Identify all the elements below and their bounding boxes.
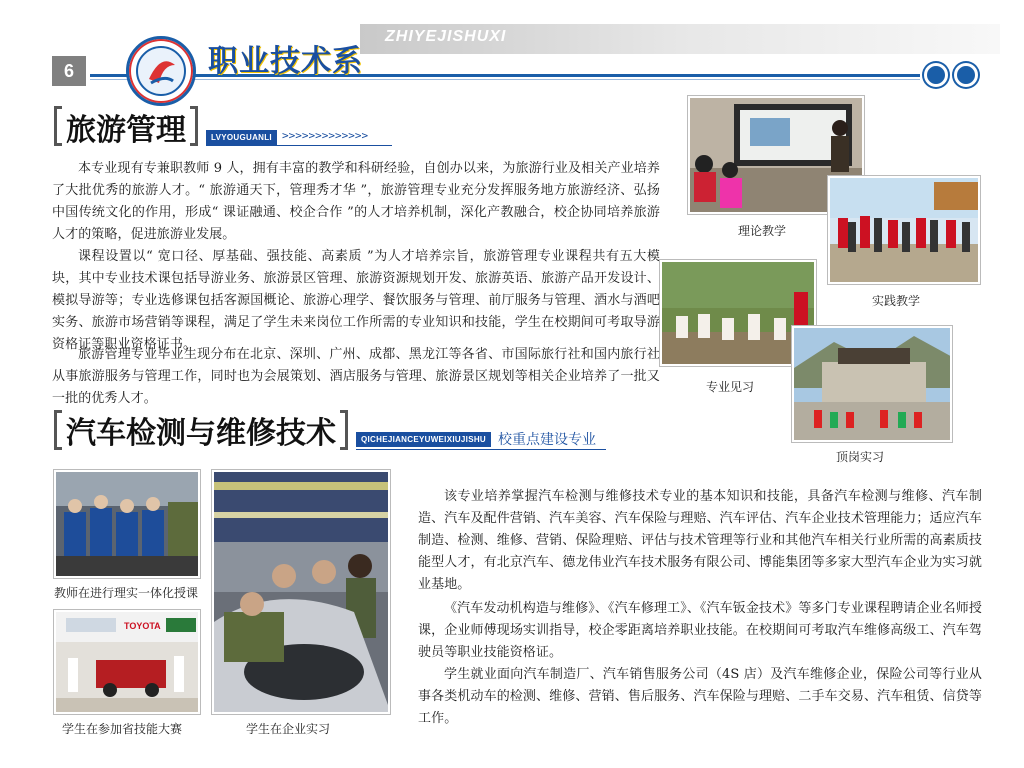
- caption-internship: 顶岗实习: [836, 450, 885, 464]
- header-band-text: ZHIYEJISHUXI: [385, 28, 507, 45]
- school-logo: [126, 36, 196, 106]
- circle-icon: [954, 63, 978, 87]
- photo-enterprise-internship: [212, 470, 390, 714]
- photo-teacher-lecture: [54, 470, 200, 578]
- department-title: 职业技术系: [208, 44, 363, 79]
- toyota-sign: TOYOTA: [124, 621, 161, 631]
- caption-practice-teaching: 实践教学: [872, 294, 921, 308]
- tourism-pinyin-tag: LVYOUGUANLI: [206, 130, 277, 145]
- auto-underline: [356, 449, 606, 450]
- title-bracket-right: [340, 410, 348, 450]
- auto-paragraph-3: 学生就业面向汽车制造厂、汽车销售服务公司（4S 店）及汽车维修企业，保险公司等行业从事各类机动车的检测、维修、营销、售后服务、汽车保险与理赔、二手车交易、汽车租赁、信贷等工作。: [418, 667, 982, 726]
- auto-key-program-note: 校重点建设专业: [498, 432, 596, 448]
- tourism-underline: [206, 145, 392, 146]
- tourism-paragraph-3: 旅游管理专业毕业生现分布在北京、深圳、广州、成都、黑龙江等各省、市国际旅行社和国内旅行社从事旅游服务与管理工作，同时也为会展策划、酒店服务与管理、旅游景区规划等相关企业培养了一批又一批的优秀人才。: [52, 347, 660, 406]
- auto-title: 汽车检测与维修技术: [66, 416, 336, 451]
- auto-paragraph-2: 《汽车发动机构造与维修》、《汽车修理工》、《汽车钣金技术》等多门专业课程聘请企业名师授课，企业师傅现场实训指导，校企零距离培养职业技能。在校期间可考取汽车维修高级工、汽车驾驶员等职业技能资格证。: [418, 601, 982, 660]
- tourism-paragraph-2: 课程设置以“ 宽口径、厚基础、强技能、高素质 ”为人才培养宗旨，旅游管理专业课程共有五大模块，其中专业技术课包括导游业务、旅游景区管理、旅游资源规划开发、旅游英语、旅游产品开发设计、模拟导游等；专业选修课包括客源国概论、旅游心理学、餐饮服务与管理、前厅服务与管理、酒水与酒吧实务、旅游市场营销等课程，满足了学生未来岗位工作所需的专业知识和技能，学生在校期间可考取导游资格证等职业资格证书。: [52, 249, 660, 352]
- photo-skills-contest: [54, 610, 200, 714]
- header-circles: [924, 63, 984, 91]
- photo-practice-teaching: [828, 176, 980, 284]
- caption-teacher-lecture: 教师在进行理实一体化授课: [54, 586, 199, 600]
- auto-pinyin-tag: QICHEJIANCEYUWEIXIUJISHU: [356, 432, 491, 447]
- caption-theory-class: 理论教学: [738, 224, 787, 238]
- page-number: 6: [52, 56, 86, 86]
- title-bracket-right: [190, 106, 198, 146]
- auto-paragraph-1: 该专业培养掌握汽车检测与维修技术专业的基本知识和技能，具备汽车检测与维修、汽车制造、汽车及配件营销、汽车美容、汽车保险与理赔、汽车评估、汽车企业技术管理能力；适应汽车制造、检测、维修、营销、保险理赔、评估与技术管理等行业和其他汽车相关行业所需的高素质技能型人才，有北京汽车、德龙伟业汽车技术服务有限公司、博能集团等多家大型汽车企业为实习就业基地。: [418, 489, 982, 592]
- tourism-arrows: >>>>>>>>>>>>>: [282, 129, 369, 142]
- circle-icon: [924, 63, 948, 87]
- tourism-paragraph-1: 本专业现有专兼职教师 9 人，拥有丰富的教学和科研经验，自创办以来，为旅游行业及相关产业培养了大批优秀的旅游人才。“ 旅游通天下，管理秀才华 ”，旅游管理专业充分发挥服务地方旅游经济、弘扬中国传统文化的作用，形成“ 课证融通、校企合作 ”的人才培养机制，深化产教融合，校企协同培养旅游人才的策略，促进旅游业发展。: [52, 161, 660, 242]
- caption-skills-contest: 学生在参加省技能大赛: [62, 722, 183, 736]
- photo-internship: [792, 326, 952, 442]
- caption-enterprise-internship: 学生在企业实习: [246, 722, 331, 736]
- title-bracket-left: [54, 106, 62, 146]
- title-bracket-left: [54, 410, 62, 450]
- tourism-title: 旅游管理: [66, 113, 186, 148]
- caption-field-trip: 专业见习: [706, 380, 755, 394]
